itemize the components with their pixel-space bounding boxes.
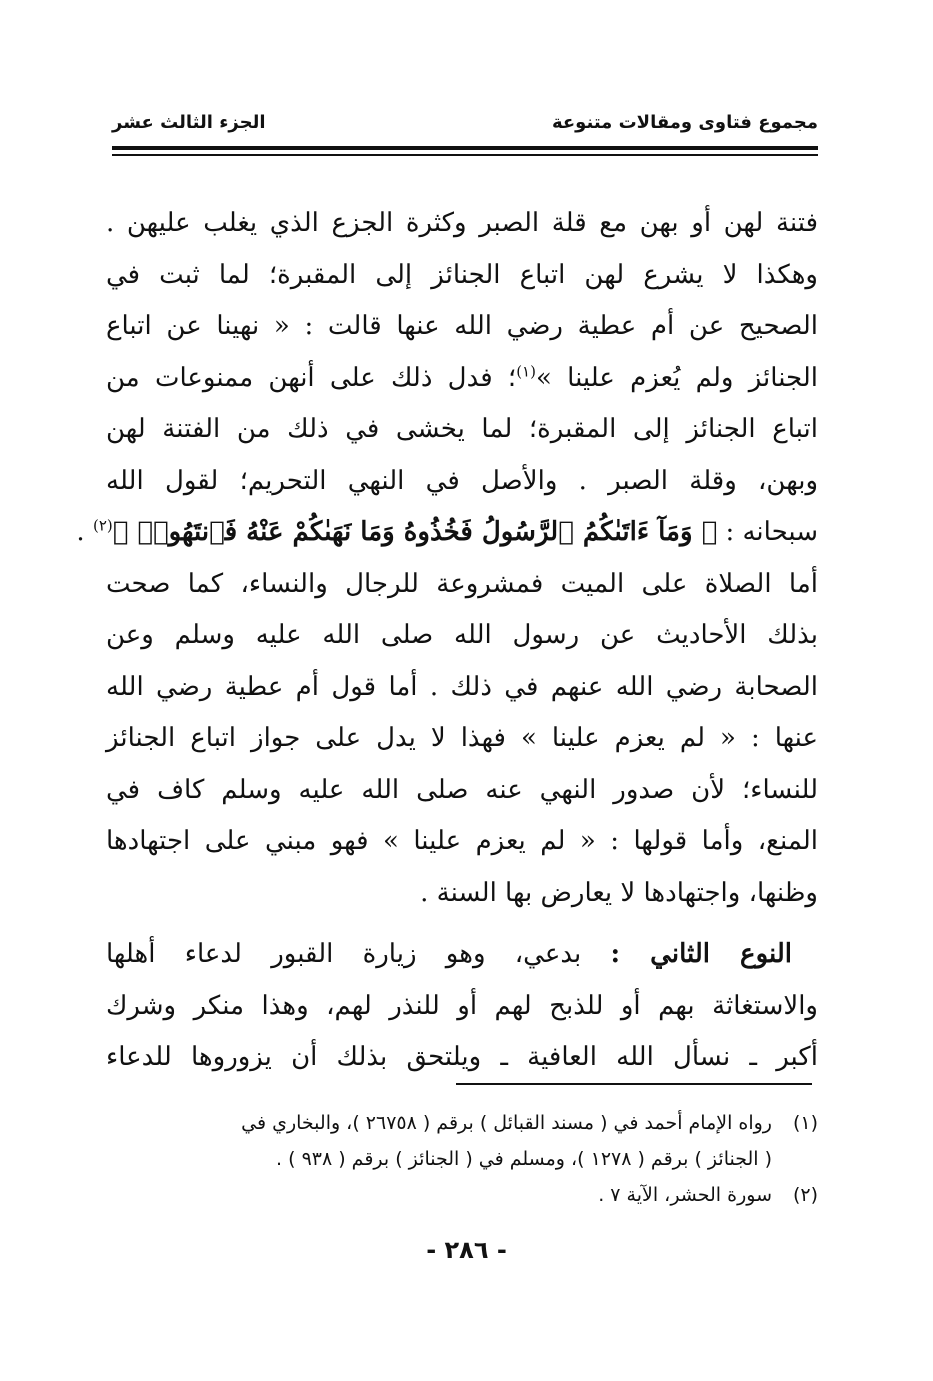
section-heading: النوع الثاني : (610, 939, 792, 969)
footnote-item (106, 1141, 818, 1177)
text-line: الصحابة رضي الله عنهم في ذلك . أما قول أم عطية رضي الله (106, 671, 818, 702)
text-line (106, 929, 818, 981)
text-line: فتنة لهن أو بهن مع قلة الصبر وكثرة الجزع الذي يغلب عليهن . (106, 208, 818, 238)
text-line: بذلك الأحاديث عن رسول الله صلى الله عليه وسلم وعن (106, 620, 818, 650)
text-line (106, 353, 818, 405)
footnote-number: (١) (792, 1112, 818, 1134)
text-line: أما الصلاة على الميت فمشروعة للرجال والنساء، كما صحت (106, 568, 818, 599)
period: . (76, 517, 93, 547)
book-title: مجموع فتاوى ومقالات متنوعة (551, 112, 818, 133)
text-segment: بدعي، وهو زيارة القبور لدعاء أهلها (106, 939, 582, 969)
paragraph-gap (106, 919, 818, 929)
footnote-text: رواه الإمام أحمد في ( مسند القبائل ) برقم ( ٢٦٧٥٨ )، والبخاري في (241, 1112, 772, 1134)
footnote-item (106, 1177, 818, 1213)
footnote-item (106, 1105, 818, 1141)
footnote-text: ( الجنائز ) برقم ( ١٢٧٨ )، ومسلم في ( الجنائز ) برقم ( ٩٣٨ ) . (276, 1148, 772, 1170)
main-text (76, 198, 818, 1084)
text-line: والاستغاثة بهم أو للذبح لهم أو للنذر لهم، وهذا منكر وشرك (106, 990, 818, 1021)
text-segment: الجنائز ولم يُعزم علينا » (535, 362, 818, 393)
running-header (112, 112, 818, 146)
header-rule-thick (112, 146, 818, 150)
quran-verse: ﴿ وَمَآ ءَاتَىٰكُمُ ٱلرَّسُولُ فَخُذُوهُ وَمَا نَهَىٰكُمْ عَنْهُ فَٱنتَهُوا۟ ﴾ (112, 517, 718, 547)
header-rule-thin (112, 154, 818, 156)
text-line: المنع، وأما قولها : « لم يعزم علينا » فهو مبني على اجتهادها (106, 826, 818, 856)
footnote-separator (456, 1083, 812, 1085)
text-segment: ؛ فدل ذلك على أنهن ممنوعات من (106, 362, 517, 393)
volume-label: الجزء الثالث عشر (112, 112, 266, 133)
footnote-ref-2[interactable]: (٢) (92, 516, 113, 535)
footnote-ref-1[interactable]: (١) (516, 361, 536, 380)
text-line: عنها : « لم يعزم علينا » فهذا لا يدل على جواز اتباع الجنائز (106, 723, 818, 753)
text-line: الصحيح عن أم عطية رضي الله عنها قالت : « نهينا عن اتباع (106, 311, 818, 341)
text-line: وظنها، واجتهادها لا يعارض بها السنة . (420, 877, 818, 908)
footnotes (106, 1105, 818, 1213)
footnote-number: (٢) (792, 1184, 818, 1206)
text-segment: سبحانه : (725, 517, 818, 547)
text-line: أكبر ـ نسأل الله العافية ـ ويلتحق بذلك أن يزوروها للدعاء (106, 1042, 818, 1072)
footnote-text: سورة الحشر، الآية ٧ . (598, 1184, 772, 1206)
text-line (76, 507, 818, 559)
text-line: اتباع الجنائز إلى المقبرة؛ لما يخشى في ذلك من الفتنة لهن (106, 414, 818, 444)
text-line: وبهن، وقلة الصبر . والأصل في النهي التحريم؛ لقول الله (106, 465, 818, 496)
page-number: - ٢٨٦ - (426, 1236, 507, 1264)
text-line: للنساء؛ لأن صدور النهي عنه صلى الله عليه وسلم كاف في (106, 774, 818, 805)
text-line: وهكذا لا يشرع لهن اتباع الجنائز إلى المقبرة؛ لما ثبت في (106, 259, 818, 290)
